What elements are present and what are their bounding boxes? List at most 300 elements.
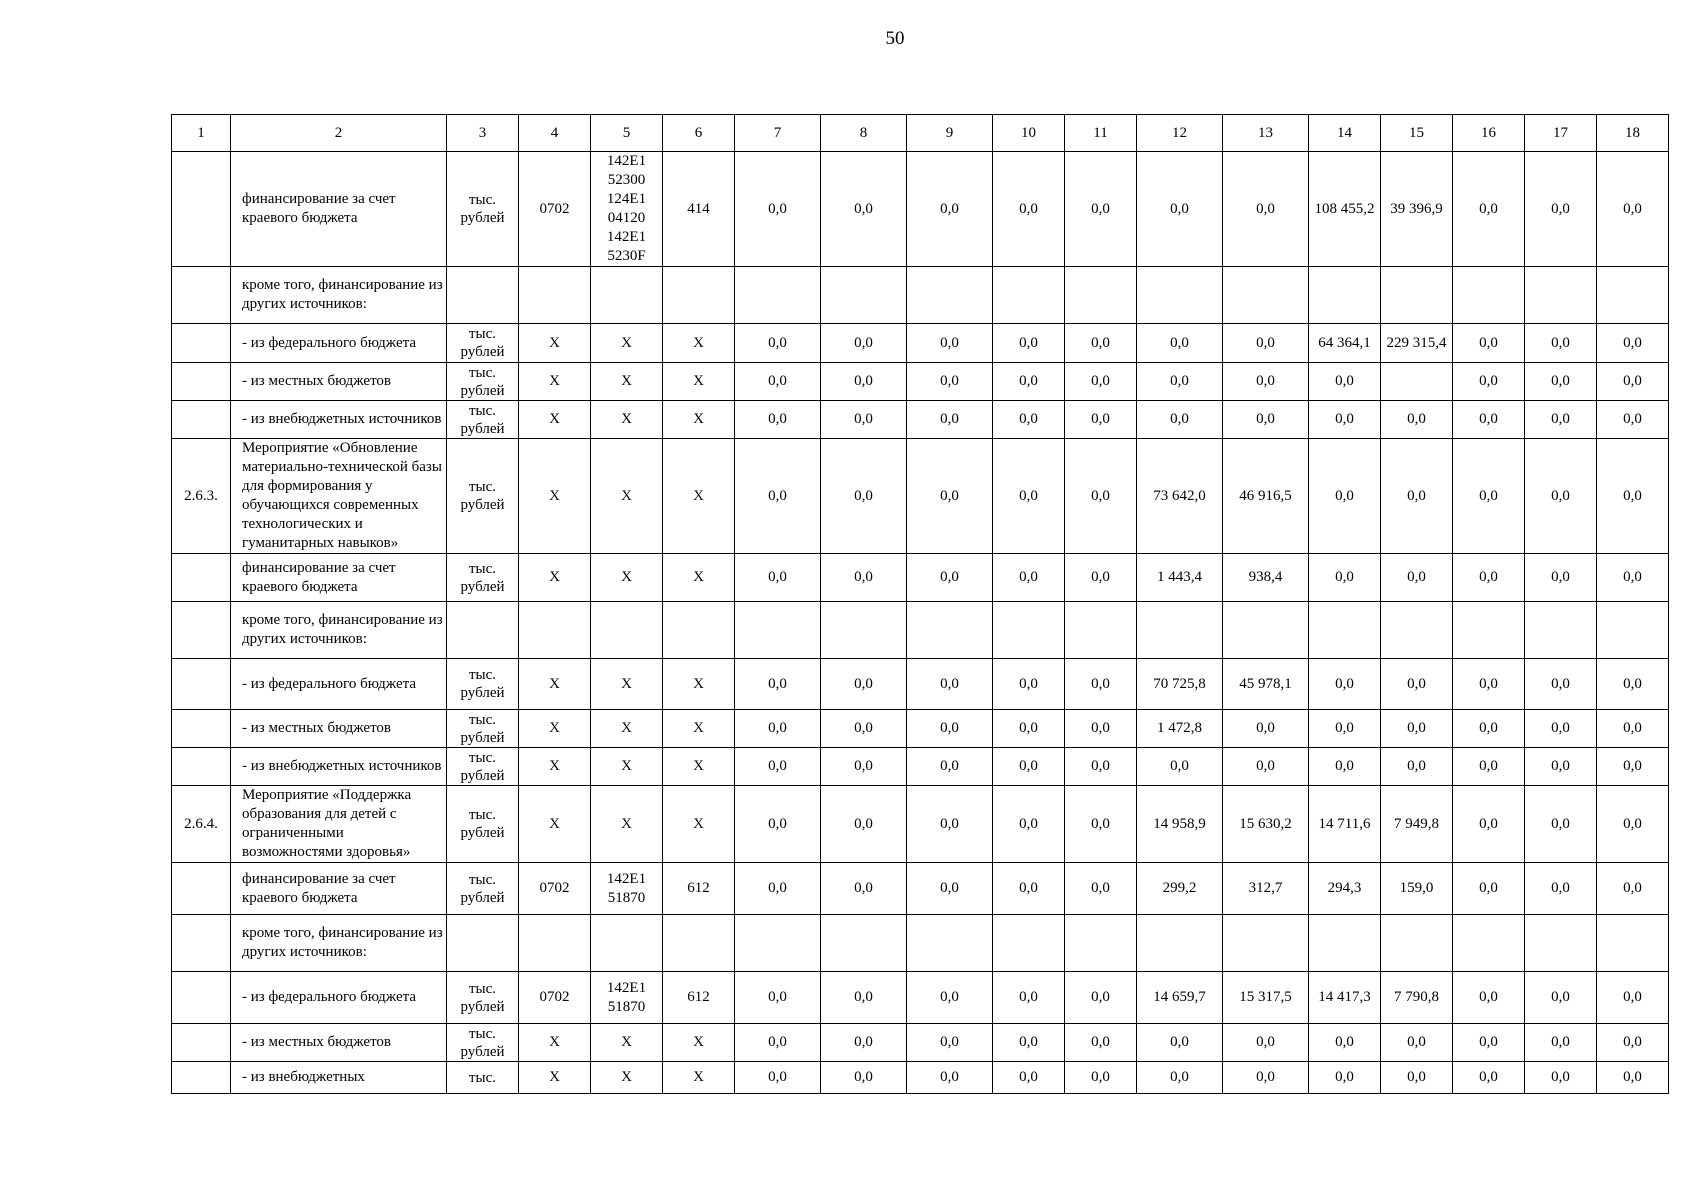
table-cell: X [663, 363, 735, 401]
row-code-cell: 2.6.4. [172, 786, 231, 863]
table-cell: 0,0 [1525, 972, 1597, 1024]
table-cell: 0,0 [907, 401, 993, 439]
table-cell [1065, 602, 1137, 659]
table-cell: 142E1 52300 124E1 04120 142E1 5230F [591, 152, 663, 267]
table-cell: 0,0 [735, 972, 821, 1024]
table-cell: 0,0 [1597, 439, 1669, 554]
row-label-cell: кроме того, финансирование из других источников: [231, 267, 447, 324]
table-cell: 0,0 [735, 363, 821, 401]
table-cell: 0,0 [1597, 786, 1669, 863]
table-cell: 0,0 [1453, 748, 1525, 786]
table-row [172, 972, 1669, 1024]
table-cell: 0,0 [1525, 324, 1597, 363]
column-number-12: 12 [1137, 115, 1223, 152]
table-cell: 0,0 [735, 439, 821, 554]
table-cell: 612 [663, 863, 735, 915]
table-cell: 0,0 [1525, 152, 1597, 267]
row-code-cell [172, 1024, 231, 1062]
table-cell: 0,0 [1065, 659, 1137, 710]
table-cell: 15 317,5 [1223, 972, 1309, 1024]
table-cell: 938,4 [1223, 554, 1309, 602]
table-cell: 0,0 [1525, 710, 1597, 748]
column-number-13: 13 [1223, 115, 1309, 152]
table-cell: 7 949,8 [1381, 786, 1453, 863]
table-row [172, 267, 1669, 324]
table-cell: X [663, 748, 735, 786]
table-cell: 0,0 [993, 1062, 1065, 1094]
table-cell: 0,0 [735, 863, 821, 915]
table-cell: 0,0 [907, 1024, 993, 1062]
row-code-cell [172, 863, 231, 915]
table-cell: 0702 [519, 972, 591, 1024]
table-row [172, 1024, 1669, 1062]
table-cell: 0,0 [1065, 710, 1137, 748]
table-cell: 0,0 [1525, 363, 1597, 401]
table-cell: 0,0 [1381, 659, 1453, 710]
table-cell: 14 417,3 [1309, 972, 1381, 1024]
row-code-cell [172, 710, 231, 748]
table-cell: тыс. рублей [447, 554, 519, 602]
row-code-cell [172, 915, 231, 972]
row-label-cell: - из внебюджетных источников [231, 748, 447, 786]
table-cell [1381, 602, 1453, 659]
table-cell: X [519, 363, 591, 401]
table-cell: 0,0 [1453, 1024, 1525, 1062]
table-cell: 294,3 [1309, 863, 1381, 915]
table-cell [1137, 267, 1223, 324]
table-cell: 0,0 [1065, 152, 1137, 267]
table-row [172, 1062, 1669, 1094]
table-cell: 0,0 [1453, 972, 1525, 1024]
table-cell: 0,0 [993, 748, 1065, 786]
table-cell: 0,0 [1597, 363, 1669, 401]
table-cell: X [663, 786, 735, 863]
table-cell: 0,0 [907, 439, 993, 554]
table-cell [663, 915, 735, 972]
table-cell: 0,0 [821, 659, 907, 710]
table-cell: 0,0 [1381, 554, 1453, 602]
table-cell: 0,0 [1525, 554, 1597, 602]
table-row [172, 863, 1669, 915]
table-cell: X [663, 1062, 735, 1094]
table-cell: тыс. рублей [447, 710, 519, 748]
table-cell: 0,0 [1453, 710, 1525, 748]
table-cell: X [519, 439, 591, 554]
table-cell: 0,0 [1525, 1062, 1597, 1094]
table-cell: X [591, 786, 663, 863]
table-cell: 0,0 [1453, 152, 1525, 267]
table-cell: 0,0 [1065, 554, 1137, 602]
table-cell [821, 915, 907, 972]
table-cell: X [663, 1024, 735, 1062]
row-label-cell: Мероприятие «Поддержка образования для детей с ограниченными возможностями здоровья» [231, 786, 447, 863]
table-cell [591, 602, 663, 659]
table-cell: X [591, 554, 663, 602]
table-cell: X [591, 710, 663, 748]
table-row [172, 748, 1669, 786]
table-cell [735, 602, 821, 659]
table-cell: 0,0 [735, 786, 821, 863]
table-cell [1309, 915, 1381, 972]
table-cell [1525, 602, 1597, 659]
table-cell: 159,0 [1381, 863, 1453, 915]
table-cell: 0,0 [1597, 324, 1669, 363]
table-cell: X [519, 748, 591, 786]
table-cell [519, 915, 591, 972]
table-cell: 0,0 [1137, 1062, 1223, 1094]
table-cell: X [519, 401, 591, 439]
table-cell: 0,0 [1597, 401, 1669, 439]
table-cell: 0,0 [1065, 439, 1137, 554]
row-label-cell: финансирование за счет краевого бюджета [231, 554, 447, 602]
table-cell: 0,0 [1137, 401, 1223, 439]
table-cell [993, 915, 1065, 972]
table-cell: 0,0 [1453, 863, 1525, 915]
table-row [172, 401, 1669, 439]
row-code-cell [172, 363, 231, 401]
table-cell: 0,0 [1597, 710, 1669, 748]
table-cell [1137, 602, 1223, 659]
table-cell: 0,0 [1597, 972, 1669, 1024]
table-cell: X [591, 401, 663, 439]
row-code-cell [172, 659, 231, 710]
table-cell: 0,0 [1223, 710, 1309, 748]
table-cell: 0,0 [1525, 401, 1597, 439]
table-cell [907, 602, 993, 659]
table-cell: 0,0 [1309, 554, 1381, 602]
column-number-14: 14 [1309, 115, 1381, 152]
table-cell [1223, 602, 1309, 659]
table-cell: 312,7 [1223, 863, 1309, 915]
table-cell [447, 602, 519, 659]
table-cell [1597, 267, 1669, 324]
table-cell: 14 711,6 [1309, 786, 1381, 863]
row-code-cell [172, 401, 231, 439]
table-cell [1453, 915, 1525, 972]
table-cell [1525, 915, 1597, 972]
table-cell: 142E1 51870 [591, 863, 663, 915]
table-cell: 0,0 [1137, 152, 1223, 267]
table-cell: 0,0 [1381, 710, 1453, 748]
table-cell: 0,0 [1309, 659, 1381, 710]
table-cell: 0,0 [821, 1024, 907, 1062]
row-label-cell: - из внебюджетных источников [231, 401, 447, 439]
table-row [172, 324, 1669, 363]
table-cell [663, 602, 735, 659]
table-cell: 0,0 [1525, 863, 1597, 915]
table-cell: 0,0 [821, 748, 907, 786]
table-cell: 0,0 [821, 439, 907, 554]
row-label-cell: - из местных бюджетов [231, 363, 447, 401]
table-cell: X [663, 659, 735, 710]
column-number-6: 6 [663, 115, 735, 152]
table-cell: 0,0 [1381, 1024, 1453, 1062]
table-cell: 0,0 [1453, 401, 1525, 439]
table-cell: 142E1 51870 [591, 972, 663, 1024]
table-cell: 0,0 [1309, 363, 1381, 401]
table-cell: X [663, 439, 735, 554]
table-cell: 0,0 [821, 1062, 907, 1094]
table-cell: 0,0 [1525, 786, 1597, 863]
table-cell: 0,0 [735, 1024, 821, 1062]
table-cell: 0,0 [1223, 363, 1309, 401]
table-cell: 0,0 [1065, 363, 1137, 401]
table-cell: тыс. рублей [447, 439, 519, 554]
table-cell: 0,0 [1309, 710, 1381, 748]
column-number-3: 3 [447, 115, 519, 152]
table-cell: 0,0 [1597, 659, 1669, 710]
table-cell: 0,0 [1223, 748, 1309, 786]
table-cell: 0,0 [1065, 324, 1137, 363]
column-number-18: 18 [1597, 115, 1669, 152]
table-cell: 414 [663, 152, 735, 267]
table-cell: тыс. рублей [447, 363, 519, 401]
table-cell: 0,0 [1525, 1024, 1597, 1062]
table-cell: 0,0 [993, 401, 1065, 439]
column-number-17: 17 [1525, 115, 1597, 152]
table-cell: 0,0 [1309, 401, 1381, 439]
table-cell: 0,0 [821, 324, 907, 363]
table-cell: 0,0 [1597, 863, 1669, 915]
table-cell: X [519, 659, 591, 710]
table-cell: X [591, 1024, 663, 1062]
table-cell: 0,0 [993, 659, 1065, 710]
table-cell: 229 315,4 [1381, 324, 1453, 363]
table-cell: 0,0 [1597, 152, 1669, 267]
table-cell: 0,0 [1381, 401, 1453, 439]
table-cell [907, 267, 993, 324]
table-cell: 0,0 [1381, 748, 1453, 786]
table-cell: 0,0 [821, 152, 907, 267]
page-number: 50 [885, 28, 905, 49]
table-cell: 73 642,0 [1137, 439, 1223, 554]
row-label-cell: - из федерального бюджета [231, 659, 447, 710]
row-label-cell: кроме того, финансирование из других источников: [231, 915, 447, 972]
table-cell [1597, 602, 1669, 659]
table-cell [1309, 267, 1381, 324]
column-number-1: 1 [172, 115, 231, 152]
table-cell: 0,0 [1597, 554, 1669, 602]
table-cell: 0,0 [1453, 659, 1525, 710]
table-cell [1381, 267, 1453, 324]
table-cell [663, 267, 735, 324]
table-cell: 0,0 [907, 710, 993, 748]
table-cell: 14 958,9 [1137, 786, 1223, 863]
table-cell: 0,0 [735, 401, 821, 439]
table-cell: 39 396,9 [1381, 152, 1453, 267]
table-cell: 299,2 [1137, 863, 1223, 915]
table-cell: 0,0 [1137, 363, 1223, 401]
row-code-cell [172, 748, 231, 786]
table-cell [1065, 915, 1137, 972]
table-row [172, 915, 1669, 972]
table-cell: 0,0 [821, 786, 907, 863]
table-cell [735, 915, 821, 972]
table-cell: X [591, 1062, 663, 1094]
table-cell: 0,0 [1137, 1024, 1223, 1062]
table-cell: 0,0 [907, 554, 993, 602]
table-cell: 0,0 [821, 401, 907, 439]
table-cell: 0,0 [1223, 1062, 1309, 1094]
table-cell: 0,0 [735, 152, 821, 267]
table-cell [1381, 915, 1453, 972]
column-number-9: 9 [907, 115, 993, 152]
column-number-8: 8 [821, 115, 907, 152]
table-cell: 0702 [519, 152, 591, 267]
table-cell: тыс. рублей [447, 786, 519, 863]
table-cell: X [519, 1024, 591, 1062]
table-row [172, 602, 1669, 659]
table-cell: 0,0 [1453, 786, 1525, 863]
table-cell [1223, 267, 1309, 324]
table-cell: 0,0 [993, 710, 1065, 748]
table-row [172, 786, 1669, 863]
row-label-cell: - из федерального бюджета [231, 972, 447, 1024]
row-label-cell: кроме того, финансирование из других источников: [231, 602, 447, 659]
row-code-cell [172, 267, 231, 324]
row-label-cell: - из местных бюджетов [231, 1024, 447, 1062]
table-cell: 0,0 [907, 659, 993, 710]
table-cell: 0,0 [1223, 401, 1309, 439]
table-cell: 0,0 [907, 786, 993, 863]
table-cell: 0,0 [1309, 1024, 1381, 1062]
row-label-cell: - из федерального бюджета [231, 324, 447, 363]
table-cell: тыс. рублей [447, 748, 519, 786]
row-label-cell: - из внебюджетных [231, 1062, 447, 1094]
table-cell: 0,0 [1381, 439, 1453, 554]
table-cell: 0,0 [1065, 401, 1137, 439]
table-cell [1065, 267, 1137, 324]
row-code-cell [172, 554, 231, 602]
table-cell: тыс. рублей [447, 401, 519, 439]
table-cell: X [591, 324, 663, 363]
row-code-cell [172, 602, 231, 659]
table-cell: 0,0 [1525, 748, 1597, 786]
row-label-cell: - из местных бюджетов [231, 710, 447, 748]
table-row [172, 439, 1669, 554]
table-cell: X [663, 324, 735, 363]
table-cell: 0,0 [821, 554, 907, 602]
table-cell: 0,0 [1309, 1062, 1381, 1094]
table-cell: X [591, 363, 663, 401]
column-number-10: 10 [993, 115, 1065, 152]
table-cell: X [591, 748, 663, 786]
table-cell: 0702 [519, 863, 591, 915]
table-cell: тыс. [447, 1062, 519, 1094]
table-cell: 0,0 [821, 863, 907, 915]
row-label-cell: финансирование за счет краевого бюджета [231, 152, 447, 267]
table-cell: 0,0 [735, 324, 821, 363]
row-code-cell [172, 152, 231, 267]
table-cell: 0,0 [1065, 863, 1137, 915]
table-cell [447, 915, 519, 972]
table-cell: 0,0 [1309, 439, 1381, 554]
table-cell: 0,0 [735, 554, 821, 602]
table-cell [735, 267, 821, 324]
table-cell: X [519, 324, 591, 363]
table-cell: тыс. рублей [447, 863, 519, 915]
table-cell: 0,0 [993, 324, 1065, 363]
header-row [172, 115, 1669, 152]
table-cell: 0,0 [993, 152, 1065, 267]
table-cell: 0,0 [993, 863, 1065, 915]
table-cell: 0,0 [1597, 1024, 1669, 1062]
table-cell: X [663, 401, 735, 439]
table-cell: 0,0 [1453, 324, 1525, 363]
table-cell: тыс. рублей [447, 1024, 519, 1062]
table-cell [821, 602, 907, 659]
table-cell: тыс. рублей [447, 972, 519, 1024]
table-cell: X [591, 659, 663, 710]
table-cell [1597, 915, 1669, 972]
table-cell: 0,0 [735, 710, 821, 748]
column-number-4: 4 [519, 115, 591, 152]
table-cell: X [663, 554, 735, 602]
table-cell: 0,0 [907, 152, 993, 267]
table-cell [519, 267, 591, 324]
table-cell: 0,0 [1065, 1062, 1137, 1094]
table-cell: 0,0 [821, 972, 907, 1024]
table-cell: 0,0 [1597, 748, 1669, 786]
table-row [172, 659, 1669, 710]
row-code-cell [172, 972, 231, 1024]
table-cell: 0,0 [993, 1024, 1065, 1062]
table-cell: 0,0 [1525, 439, 1597, 554]
table-cell: 0,0 [1065, 786, 1137, 863]
table-cell [993, 267, 1065, 324]
table-cell: 108 455,2 [1309, 152, 1381, 267]
table-cell: 1 472,8 [1137, 710, 1223, 748]
table-row [172, 710, 1669, 748]
table-cell: 0,0 [993, 363, 1065, 401]
table-cell [447, 267, 519, 324]
table-cell: X [519, 1062, 591, 1094]
table-row [172, 152, 1669, 267]
table-cell [821, 267, 907, 324]
table-cell: тыс. рублей [447, 152, 519, 267]
table-cell: 7 790,8 [1381, 972, 1453, 1024]
column-number-5: 5 [591, 115, 663, 152]
table-cell: 15 630,2 [1223, 786, 1309, 863]
table-cell: 612 [663, 972, 735, 1024]
row-code-cell [172, 1062, 231, 1094]
table-cell: 0,0 [1065, 1024, 1137, 1062]
table-cell: 0,0 [907, 363, 993, 401]
table-cell [1137, 915, 1223, 972]
table-cell: 0,0 [735, 1062, 821, 1094]
table-cell: 0,0 [1223, 152, 1309, 267]
table-cell: 0,0 [993, 439, 1065, 554]
table-cell: 45 978,1 [1223, 659, 1309, 710]
column-number-7: 7 [735, 115, 821, 152]
table-cell [993, 602, 1065, 659]
row-label-cell: Мероприятие «Обновление материально-технической базы для формирования у обучающихся современных технологических и гуманитарных навыков» [231, 439, 447, 554]
table-cell [907, 915, 993, 972]
table-cell: 0,0 [907, 972, 993, 1024]
table-cell [1381, 363, 1453, 401]
table-cell [591, 915, 663, 972]
table-cell: 0,0 [907, 1062, 993, 1094]
table-cell: 0,0 [821, 363, 907, 401]
table-cell: X [519, 786, 591, 863]
row-code-cell [172, 324, 231, 363]
table-cell: 0,0 [993, 554, 1065, 602]
table-cell: 70 725,8 [1137, 659, 1223, 710]
table-cell: 64 364,1 [1309, 324, 1381, 363]
table-cell: 0,0 [907, 748, 993, 786]
table-cell [519, 602, 591, 659]
table-cell: 0,0 [1453, 1062, 1525, 1094]
